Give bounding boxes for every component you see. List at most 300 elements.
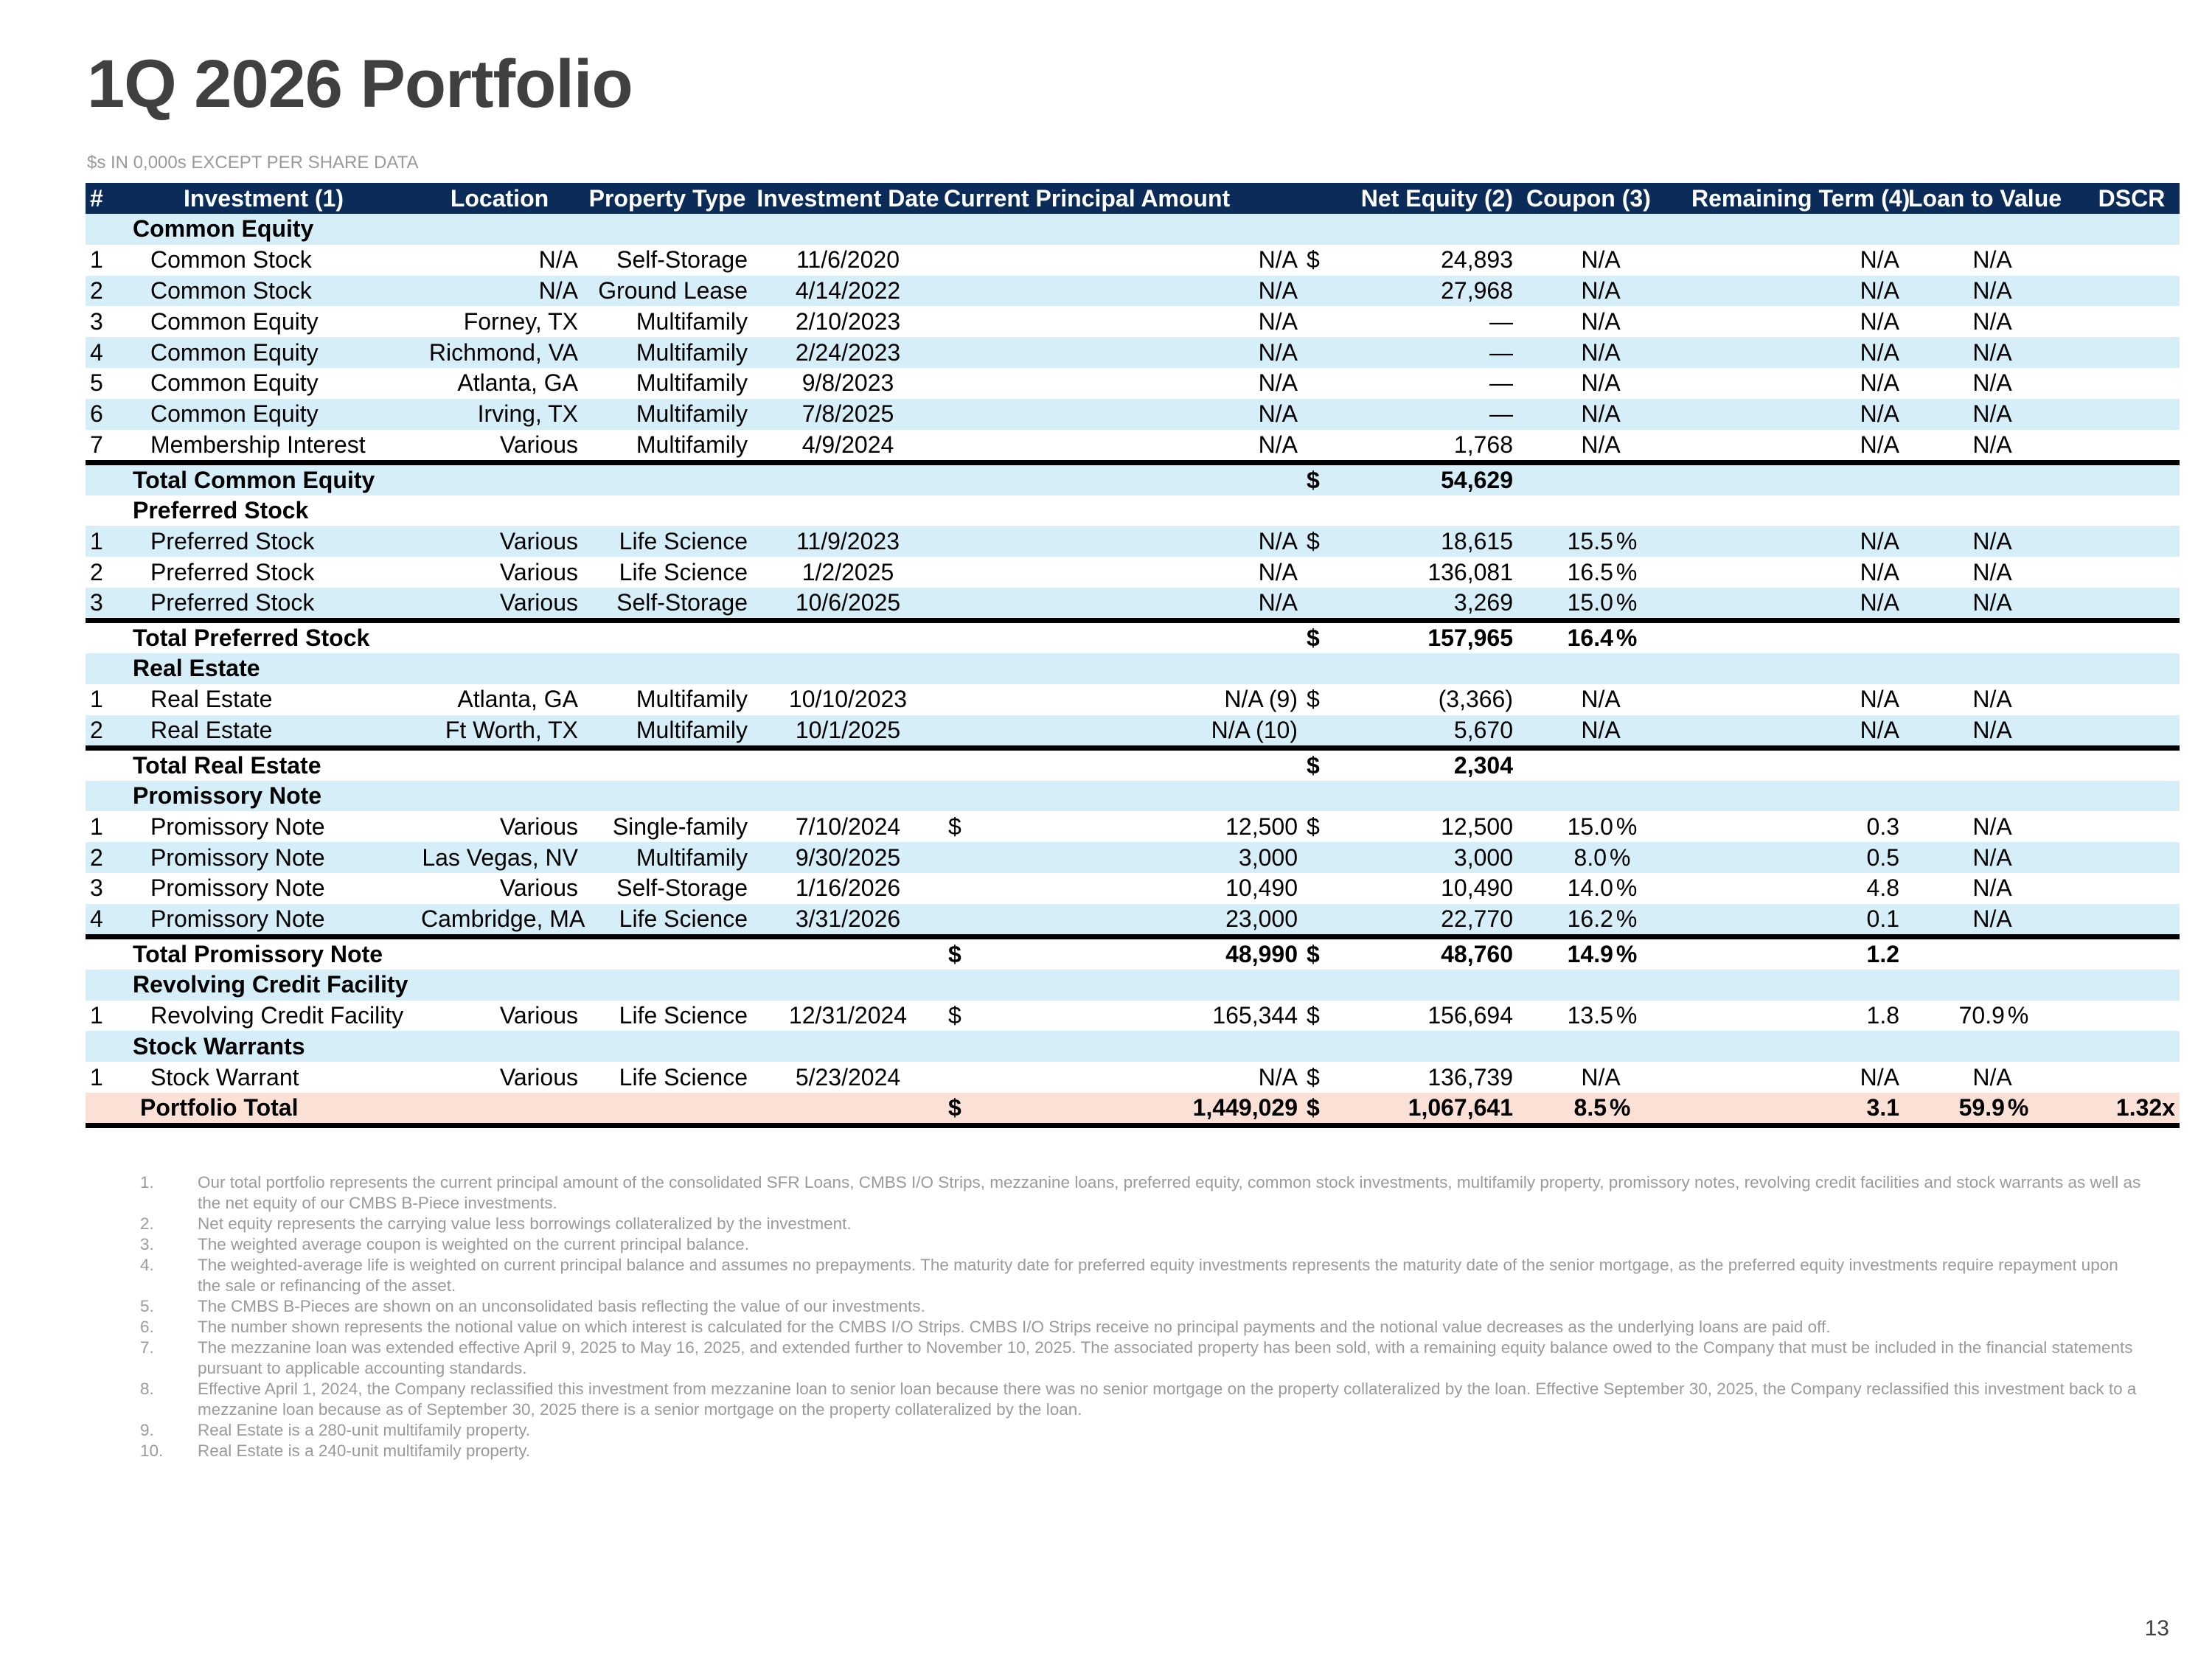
current-principal-value: N/A bbox=[1258, 431, 1298, 458]
net-equity-currency: $ bbox=[1307, 686, 1320, 713]
net-equity bbox=[1302, 811, 1517, 842]
investment-name: Common Equity bbox=[111, 337, 417, 368]
net-equity bbox=[1302, 904, 1517, 937]
current-principal bbox=[944, 588, 1302, 621]
empty-cell bbox=[1904, 462, 2084, 495]
footnote-text: Our total portfolio represents the current principal amount of the consolidated SFR Loans, CMBS I/O Strips, mezzanine loans, preferred equity, common stock investments, multifamily property, promissory notes, revolving credit facilities and stock warrants as well as the net equity of our CMBS B-Piece investments. bbox=[198, 1173, 2141, 1212]
total-current-principal bbox=[944, 936, 1302, 970]
total-current-principal bbox=[944, 748, 1302, 781]
page-number: 13 bbox=[2144, 1616, 2169, 1641]
footnotes bbox=[140, 1172, 2146, 1461]
header-location: Location bbox=[417, 183, 582, 214]
net-equity bbox=[1302, 873, 1517, 904]
total-net-equity-value: 157,965 bbox=[1427, 624, 1513, 651]
property-type: Self-Storage bbox=[582, 588, 752, 621]
footnote-number: 1. bbox=[140, 1173, 154, 1192]
current-principal bbox=[944, 245, 1302, 276]
footnote bbox=[140, 1441, 2146, 1461]
dscr bbox=[2084, 811, 2180, 842]
portfolio-coupon-value: 8.5 bbox=[1573, 1093, 1607, 1121]
location: Various bbox=[417, 1001, 582, 1032]
loan-to-value bbox=[1904, 684, 2084, 715]
location: Atlanta, GA bbox=[417, 368, 582, 399]
section-heading: Common Equity bbox=[111, 214, 2180, 245]
net-equity bbox=[1302, 245, 1517, 276]
coupon bbox=[1517, 1001, 1687, 1032]
coupon-value: N/A bbox=[1581, 246, 1621, 274]
net-equity-currency: $ bbox=[1307, 527, 1320, 554]
section-heading: Revolving Credit Facility bbox=[111, 970, 2180, 1001]
coupon-value: 14.0 bbox=[1567, 874, 1613, 902]
property-type: Life Science bbox=[582, 557, 752, 588]
empty-cell bbox=[2084, 462, 2180, 495]
investment-date: 2/24/2023 bbox=[752, 337, 944, 368]
dscr bbox=[2084, 842, 2180, 873]
footnote-number: 3. bbox=[140, 1235, 154, 1253]
location: N/A bbox=[417, 245, 582, 276]
net-equity bbox=[1302, 557, 1517, 588]
net-equity-value: 18,615 bbox=[1441, 527, 1513, 554]
portfolio-remaining-term: 3.1 bbox=[1687, 1093, 1904, 1126]
empty-cell bbox=[2084, 748, 2180, 781]
footnote bbox=[140, 1420, 2146, 1441]
footnote-number: 7. bbox=[140, 1338, 154, 1357]
coupon-percent-sign: % bbox=[1615, 558, 1638, 585]
coupon-percent-sign: % bbox=[1610, 844, 1631, 871]
total-remaining-term: 1.2 bbox=[1687, 936, 1904, 970]
coupon bbox=[1517, 368, 1687, 399]
table-row bbox=[86, 811, 2180, 842]
footnote bbox=[140, 1338, 2146, 1379]
header-loan-to-value: Loan to Value bbox=[1904, 183, 2084, 214]
remaining-term: N/A bbox=[1687, 526, 1904, 557]
property-type: Ground Lease bbox=[582, 276, 752, 307]
header-remaining-term: Remaining Term (4) bbox=[1687, 183, 1904, 214]
row-number: 2 bbox=[86, 276, 111, 307]
total-coupon bbox=[1517, 748, 1687, 781]
net-equity bbox=[1302, 588, 1517, 621]
table-row bbox=[86, 842, 2180, 873]
row-number: 3 bbox=[86, 588, 111, 621]
investment-date: 7/8/2025 bbox=[752, 399, 944, 430]
portfolio-loan-to-value-percent-sign: % bbox=[2007, 1093, 2029, 1121]
footnote bbox=[140, 1379, 2146, 1420]
loan-to-value-value: N/A bbox=[1972, 338, 2012, 366]
table-row bbox=[86, 306, 2180, 337]
portfolio-loan-to-value bbox=[1904, 1093, 2084, 1126]
empty-cell bbox=[86, 1093, 111, 1126]
coupon-percent-sign: % bbox=[1615, 527, 1638, 554]
investment-name: Preferred Stock bbox=[111, 526, 417, 557]
section-heading: Promissory Note bbox=[111, 781, 2180, 812]
portfolio-dscr: 1.32x bbox=[2084, 1093, 2180, 1126]
investment-date: 9/30/2025 bbox=[752, 842, 944, 873]
footnote-text: The weighted average coupon is weighted on the current principal balance. bbox=[198, 1235, 749, 1253]
net-equity-currency: $ bbox=[1307, 813, 1320, 840]
net-equity bbox=[1302, 399, 1517, 430]
total-net-equity-value: 54,629 bbox=[1441, 466, 1513, 493]
empty-cell bbox=[86, 936, 111, 970]
coupon bbox=[1517, 399, 1687, 430]
empty-cell bbox=[86, 462, 111, 495]
loan-to-value-percent-sign: % bbox=[2007, 1001, 2029, 1029]
net-equity bbox=[1302, 1062, 1517, 1093]
net-equity-value: 3,269 bbox=[1453, 588, 1513, 616]
net-equity-value: — bbox=[1489, 338, 1513, 366]
table-row bbox=[86, 526, 2180, 557]
coupon bbox=[1517, 526, 1687, 557]
row-number: 1 bbox=[86, 1001, 111, 1032]
current-principal-value: 165,344 bbox=[1212, 1001, 1298, 1029]
footnote bbox=[140, 1296, 2146, 1317]
coupon-value: 16.2 bbox=[1567, 905, 1613, 932]
remaining-term: 0.5 bbox=[1687, 842, 1904, 873]
investment-name: Promissory Note bbox=[111, 873, 417, 904]
dscr bbox=[2084, 557, 2180, 588]
loan-to-value bbox=[1904, 368, 2084, 399]
loan-to-value bbox=[1904, 811, 2084, 842]
row-number: 7 bbox=[86, 430, 111, 463]
remaining-term: N/A bbox=[1687, 557, 1904, 588]
portfolio-table bbox=[86, 183, 2180, 1128]
dscr bbox=[2084, 399, 2180, 430]
investment-name: Preferred Stock bbox=[111, 588, 417, 621]
loan-to-value bbox=[1904, 873, 2084, 904]
header-investment-date: Investment Date bbox=[752, 183, 944, 214]
footnote bbox=[140, 1234, 2146, 1255]
loan-to-value bbox=[1904, 306, 2084, 337]
row-number: 1 bbox=[86, 684, 111, 715]
total-coupon bbox=[1517, 462, 1687, 495]
coupon bbox=[1517, 1062, 1687, 1093]
loan-to-value-value: N/A bbox=[1972, 400, 2012, 428]
table-row bbox=[86, 337, 2180, 368]
empty-cell bbox=[86, 781, 111, 812]
footnote-text: Real Estate is a 240-unit multifamily property. bbox=[198, 1441, 531, 1460]
loan-to-value-value: N/A bbox=[1972, 813, 2012, 840]
portfolio-net-equity-value: 1,067,641 bbox=[1408, 1093, 1513, 1121]
net-equity-value: (3,366) bbox=[1438, 686, 1513, 713]
net-equity-value: — bbox=[1489, 307, 1513, 335]
loan-to-value bbox=[1904, 276, 2084, 307]
location: Cambridge, MA bbox=[417, 904, 582, 937]
section-total-label: Total Real Estate bbox=[111, 748, 944, 781]
current-principal-currency: $ bbox=[948, 1001, 961, 1029]
total-net-equity bbox=[1302, 462, 1517, 495]
page-title: 1Q 2026 Portfolio bbox=[87, 46, 633, 122]
investment-date: 4/9/2024 bbox=[752, 430, 944, 463]
current-principal bbox=[944, 430, 1302, 463]
net-equity bbox=[1302, 337, 1517, 368]
coupon bbox=[1517, 337, 1687, 368]
net-equity-value: 156,694 bbox=[1427, 1001, 1513, 1029]
loan-to-value-value: N/A bbox=[1972, 874, 2012, 902]
total-net-equity-currency: $ bbox=[1307, 751, 1320, 779]
net-equity-value: 1,768 bbox=[1453, 431, 1513, 458]
coupon-value: N/A bbox=[1581, 338, 1621, 366]
table-row bbox=[86, 873, 2180, 904]
loan-to-value-value: N/A bbox=[1972, 246, 2012, 274]
table-header-row bbox=[86, 183, 2180, 214]
coupon-value: 15.5 bbox=[1567, 527, 1613, 554]
current-principal-value: N/A (10) bbox=[1211, 716, 1298, 743]
current-principal bbox=[944, 715, 1302, 748]
current-principal-value: N/A (9) bbox=[1224, 686, 1298, 713]
investment-date: 10/10/2023 bbox=[752, 684, 944, 715]
table-row bbox=[86, 1062, 2180, 1093]
remaining-term: 1.8 bbox=[1687, 1001, 1904, 1032]
net-equity-currency: $ bbox=[1307, 246, 1320, 274]
dscr bbox=[2084, 526, 2180, 557]
loan-to-value bbox=[1904, 526, 2084, 557]
location: Various bbox=[417, 526, 582, 557]
loan-to-value-value: N/A bbox=[1972, 588, 2012, 616]
row-number: 2 bbox=[86, 557, 111, 588]
portfolio-current-principal-currency: $ bbox=[948, 1093, 961, 1121]
location: Atlanta, GA bbox=[417, 684, 582, 715]
net-equity-value: 3,000 bbox=[1453, 844, 1513, 871]
net-equity bbox=[1302, 684, 1517, 715]
dscr bbox=[2084, 1062, 2180, 1093]
property-type: Multifamily bbox=[582, 337, 752, 368]
table-row bbox=[86, 1001, 2180, 1032]
coupon-value: 15.0 bbox=[1567, 588, 1613, 616]
header-coupon: Coupon (3) bbox=[1517, 183, 1687, 214]
row-number: 2 bbox=[86, 842, 111, 873]
current-principal bbox=[944, 842, 1302, 873]
loan-to-value bbox=[1904, 337, 2084, 368]
section-total-row bbox=[86, 462, 2180, 495]
net-equity bbox=[1302, 368, 1517, 399]
portfolio-total-row bbox=[86, 1093, 2180, 1126]
net-equity-value: 5,670 bbox=[1453, 716, 1513, 743]
coupon-value: 15.0 bbox=[1567, 813, 1613, 840]
section-total-row bbox=[86, 620, 2180, 653]
total-coupon bbox=[1517, 936, 1687, 970]
remaining-term: N/A bbox=[1687, 399, 1904, 430]
table-body bbox=[86, 214, 2180, 1125]
coupon-value: N/A bbox=[1581, 686, 1621, 713]
loan-to-value bbox=[1904, 557, 2084, 588]
property-type: Self-Storage bbox=[582, 245, 752, 276]
section-heading-row bbox=[86, 1031, 2180, 1062]
loan-to-value-value: N/A bbox=[1972, 307, 2012, 335]
coupon-value: N/A bbox=[1581, 369, 1621, 397]
units-subtitle: $s IN 0,000s EXCEPT PER SHARE DATA bbox=[87, 153, 419, 173]
remaining-term: N/A bbox=[1687, 306, 1904, 337]
table-row bbox=[86, 368, 2180, 399]
section-heading-row bbox=[86, 495, 2180, 526]
current-principal-value: N/A bbox=[1258, 400, 1298, 428]
property-type: Life Science bbox=[582, 904, 752, 937]
investment-name: Membership Interest bbox=[111, 430, 417, 463]
section-heading: Preferred Stock bbox=[111, 495, 2180, 526]
coupon-percent-sign: % bbox=[1615, 874, 1638, 902]
footnote-number: 2. bbox=[140, 1214, 154, 1233]
footnote-text: The weighted-average life is weighted on current principal balance and assumes no prepayments. The maturity date for preferred equity investments represents the maturity date of the senior mortgage, as the preferred equity investments require repayment upon the sale or refinancing of the asset. bbox=[198, 1256, 2118, 1295]
section-heading-row bbox=[86, 970, 2180, 1001]
loan-to-value-value: N/A bbox=[1972, 527, 2012, 554]
current-principal bbox=[944, 811, 1302, 842]
location: Various bbox=[417, 557, 582, 588]
footnote-text: The mezzanine loan was extended effective April 9, 2025 to May 16, 2025, and extended further to November 10, 2025. The associated property has been sold, with a remaining equity balance owed to the Company that must be included in the financial statements pursuant to applicable accounting standards. bbox=[198, 1338, 2133, 1377]
footnote bbox=[140, 1172, 2146, 1214]
footnote bbox=[140, 1214, 2146, 1234]
remaining-term: 0.3 bbox=[1687, 811, 1904, 842]
investment-name: Real Estate bbox=[111, 684, 417, 715]
current-principal-value: 12,500 bbox=[1225, 813, 1298, 840]
total-current-principal bbox=[944, 620, 1302, 653]
net-equity bbox=[1302, 842, 1517, 873]
property-type: Multifamily bbox=[582, 715, 752, 748]
loan-to-value-value: N/A bbox=[1972, 905, 2012, 932]
remaining-term: 0.1 bbox=[1687, 904, 1904, 937]
portfolio-net-equity-currency: $ bbox=[1307, 1093, 1320, 1121]
total-current-principal-value: 48,990 bbox=[1225, 940, 1298, 967]
property-type: Life Science bbox=[582, 1001, 752, 1032]
footnote-text: Net equity represents the carrying value less borrowings collateralized by the investment. bbox=[198, 1214, 852, 1233]
investment-name: Real Estate bbox=[111, 715, 417, 748]
empty-cell bbox=[1904, 748, 2084, 781]
investment-name: Common Equity bbox=[111, 306, 417, 337]
footnote-number: 6. bbox=[140, 1318, 154, 1336]
remaining-term: N/A bbox=[1687, 368, 1904, 399]
investment-date: 5/23/2024 bbox=[752, 1062, 944, 1093]
location: Ft Worth, TX bbox=[417, 715, 582, 748]
empty-cell bbox=[86, 970, 111, 1001]
portfolio-current-principal bbox=[944, 1093, 1302, 1126]
net-equity-value: 22,770 bbox=[1441, 905, 1513, 932]
current-principal bbox=[944, 1001, 1302, 1032]
loan-to-value-value: N/A bbox=[1972, 844, 2012, 871]
coupon bbox=[1517, 684, 1687, 715]
loan-to-value-value: N/A bbox=[1972, 716, 2012, 743]
location: Various bbox=[417, 588, 582, 621]
coupon bbox=[1517, 430, 1687, 463]
investment-name: Common Stock bbox=[111, 276, 417, 307]
footnote-text: The number shown represents the notional value on which interest is calculated for the CMBS I/O Strips. CMBS I/O Strips receive no principal payments and the notional value decreases as the underlying loans are paid off. bbox=[198, 1318, 1831, 1336]
current-principal bbox=[944, 306, 1302, 337]
investment-date: 4/14/2022 bbox=[752, 276, 944, 307]
total-remaining-term bbox=[1687, 748, 1904, 781]
footnote-number: 9. bbox=[140, 1421, 154, 1439]
table-row bbox=[86, 430, 2180, 463]
location: Various bbox=[417, 430, 582, 463]
portfolio-coupon-percent-sign: % bbox=[1610, 1093, 1631, 1121]
remaining-term: N/A bbox=[1687, 337, 1904, 368]
net-equity bbox=[1302, 276, 1517, 307]
total-remaining-term bbox=[1687, 620, 1904, 653]
empty-cell bbox=[86, 495, 111, 526]
net-equity-value: — bbox=[1489, 400, 1513, 428]
current-principal bbox=[944, 276, 1302, 307]
section-heading-row bbox=[86, 214, 2180, 245]
section-heading: Real Estate bbox=[111, 653, 2180, 684]
table-row bbox=[86, 904, 2180, 937]
loan-to-value-value: N/A bbox=[1972, 276, 2012, 304]
coupon-percent-sign: % bbox=[1615, 1001, 1638, 1029]
footnote-number: 5. bbox=[140, 1297, 154, 1315]
current-principal-value: 23,000 bbox=[1225, 905, 1298, 932]
investment-name: Common Stock bbox=[111, 245, 417, 276]
investment-name: Preferred Stock bbox=[111, 557, 417, 588]
dscr bbox=[2084, 904, 2180, 937]
property-type: Life Science bbox=[582, 526, 752, 557]
net-equity bbox=[1302, 430, 1517, 463]
portfolio-current-principal-value: 1,449,029 bbox=[1192, 1093, 1298, 1121]
remaining-term: N/A bbox=[1687, 684, 1904, 715]
total-coupon-value: 16.4 bbox=[1567, 624, 1613, 651]
investment-name: Stock Warrant bbox=[111, 1062, 417, 1093]
net-equity-value: 136,081 bbox=[1427, 558, 1513, 585]
net-equity-value: 27,968 bbox=[1441, 276, 1513, 304]
footnote bbox=[140, 1255, 2146, 1296]
table-row bbox=[86, 399, 2180, 430]
net-equity-currency: $ bbox=[1307, 1001, 1320, 1029]
current-principal-value: N/A bbox=[1258, 1063, 1298, 1091]
coupon-percent-sign: % bbox=[1615, 588, 1638, 616]
row-number: 1 bbox=[86, 811, 111, 842]
location: Various bbox=[417, 1062, 582, 1093]
investment-date: 2/10/2023 bbox=[752, 306, 944, 337]
current-principal bbox=[944, 557, 1302, 588]
table-row bbox=[86, 715, 2180, 748]
row-number: 5 bbox=[86, 368, 111, 399]
investment-date: 3/31/2026 bbox=[752, 904, 944, 937]
loan-to-value-value: N/A bbox=[1972, 686, 2012, 713]
portfolio-total-label: Portfolio Total bbox=[111, 1093, 944, 1126]
coupon bbox=[1517, 873, 1687, 904]
investment-name: Common Equity bbox=[111, 399, 417, 430]
total-net-equity-value: 48,760 bbox=[1441, 940, 1513, 967]
row-number: 4 bbox=[86, 904, 111, 937]
current-principal-value: N/A bbox=[1258, 558, 1298, 585]
coupon bbox=[1517, 245, 1687, 276]
property-type: Multifamily bbox=[582, 306, 752, 337]
net-equity-value: 12,500 bbox=[1441, 813, 1513, 840]
dscr bbox=[2084, 588, 2180, 621]
loan-to-value-value: N/A bbox=[1972, 431, 2012, 458]
empty-cell bbox=[86, 653, 111, 684]
current-principal bbox=[944, 399, 1302, 430]
investment-date: 10/6/2025 bbox=[752, 588, 944, 621]
section-heading-row bbox=[86, 653, 2180, 684]
footnote-text: The CMBS B-Pieces are shown on an unconsolidated basis reflecting the value of our investments. bbox=[198, 1297, 925, 1315]
coupon bbox=[1517, 842, 1687, 873]
footnote-number: 10. bbox=[140, 1441, 164, 1460]
loan-to-value-value: N/A bbox=[1972, 1063, 2012, 1091]
current-principal bbox=[944, 337, 1302, 368]
investment-name: Promissory Note bbox=[111, 811, 417, 842]
total-remaining-term bbox=[1687, 462, 1904, 495]
current-principal-value: 3,000 bbox=[1238, 844, 1298, 871]
net-equity-value: 136,739 bbox=[1427, 1063, 1513, 1091]
investment-name: Revolving Credit Facility bbox=[111, 1001, 417, 1032]
current-principal-currency: $ bbox=[948, 813, 961, 840]
coupon bbox=[1517, 306, 1687, 337]
property-type: Multifamily bbox=[582, 368, 752, 399]
header-property-type: Property Type bbox=[582, 183, 752, 214]
investment-date: 11/6/2020 bbox=[752, 245, 944, 276]
dscr bbox=[2084, 306, 2180, 337]
property-type: Multifamily bbox=[582, 399, 752, 430]
coupon bbox=[1517, 588, 1687, 621]
footnote-text: Real Estate is a 280-unit multifamily property. bbox=[198, 1421, 531, 1439]
coupon-value: N/A bbox=[1581, 276, 1621, 304]
loan-to-value bbox=[1904, 245, 2084, 276]
portfolio-loan-to-value-value: 59.9 bbox=[1958, 1093, 2005, 1121]
loan-to-value-value: N/A bbox=[1972, 558, 2012, 585]
